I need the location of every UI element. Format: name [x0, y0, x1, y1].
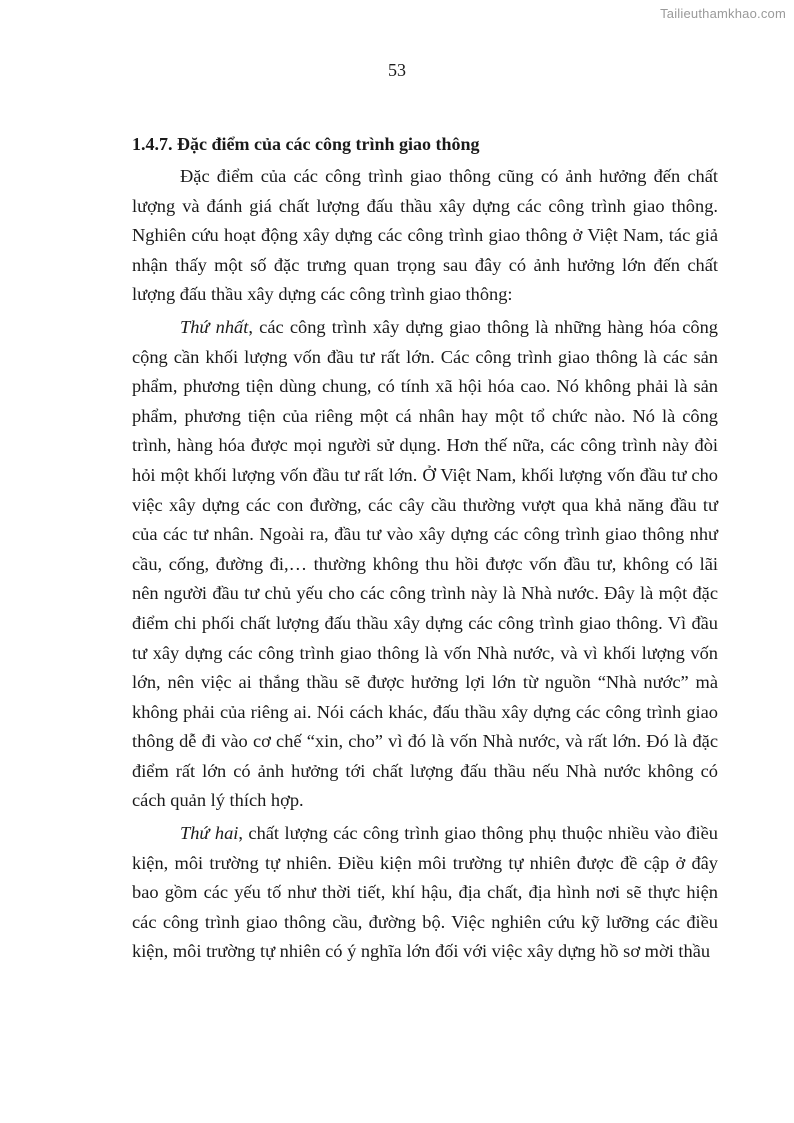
watermark: Tailieuthamkhao.com: [660, 6, 786, 21]
paragraph-text: , chất lượng các công trình giao thông phụ thuộc nhiều vào điều kiện, môi trường tự nhiên. Điều kiện môi trường tự nhiên được đề cập ở đây bao gồm các yếu tố như thời tiết, khí hậu, địa chất, địa hình nơi sẽ thực hiện các công trình giao thông cầu, đường bộ. Việc nghiên cứu kỹ lưỡng các điều kiện, môi trường tự nhiên có ý nghĩa lớn đối với việc xây dựng hồ sơ mời thầu: [132, 823, 718, 962]
paragraph-lead: Thứ nhất: [180, 316, 249, 337]
section-heading: 1.4.7. Đặc điểm của các công trình giao thông: [132, 134, 480, 154]
paragraph-text: , các công trình xây dựng giao thông là những hàng hóa công cộng cần khối lượng vốn đầu tư rất lớn. Các công trình giao thông là các sản phẩm, phương tiện dùng chung, có tính xã hội hóa cao. Nó không phải là sản phẩm, phương tiện của riêng một cá nhân hay một tổ chức nào. Nó là công trình, hàng hóa được mọi người sử dụng. Hơn thế nữa, các công trình này đòi hỏi một khối lượng vốn đầu tư rất lớn. Ở Việt Nam, khối lượng vốn đầu tư cho việc xây dựng các con đường, các cây cầu thường vượt qua khả năng đầu tư của các tư nhân. Ngoài ra, đầu tư vào xây dựng các công trình giao thông như cầu, cống, đường đi,… thường không thu hồi được vốn đầu tư, không có lãi nên người đầu tư chủ yếu cho các công trình này là Nhà nước. Đây là một đặc điểm chi phối chất lượng đấu thầu xây dựng các công trình giao thông. Vì đầu tư xây dựng các công trình giao thông là vốn Nhà nước, và vì khối lượng vốn lớn, nên việc ai thắng thầu sẽ được hưởng lợi lớn từ nguồn “Nhà nước” mà không phải của riêng ai. Nói cách khác, đấu thầu xây dựng các công trình giao thông dễ đi vào cơ chế “xin, cho” vì đó là vốn Nhà nước, và rất lớn. Đó là đặc điểm rất lớn có ảnh hưởng tới chất lượng đấu thầu nếu Nhà nước không có cách quản lý thích hợp.: [132, 316, 718, 811]
document-body: [132, 132, 718, 970]
paragraph-second-point: [132, 819, 718, 967]
paragraph-lead: Thứ hai: [180, 823, 239, 844]
paragraph-text: Đặc điểm của các công trình giao thông cũng có ảnh hưởng đến chất lượng và đánh giá chất lượng đấu thầu xây dựng các công trình giao thông. Nghiên cứu hoạt động xây dựng các công trình giao thông ở Việt Nam, tác giả nhận thấy một số đặc trưng quan trọng sau đây có ảnh hưởng lớn đến chất lượng đấu thầu xây dựng các công trình giao thông:: [132, 166, 718, 305]
paragraph-intro: [132, 162, 718, 310]
paragraph-first-point: [132, 313, 718, 816]
page-number: 53: [388, 60, 406, 80]
